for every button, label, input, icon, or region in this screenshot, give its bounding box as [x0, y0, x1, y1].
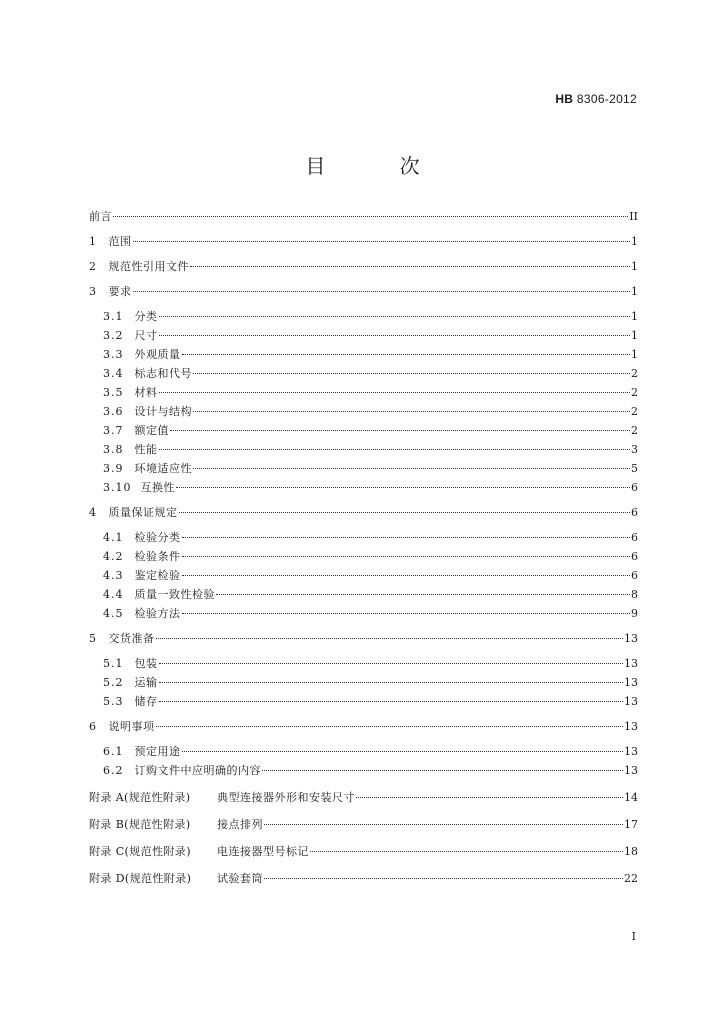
- toc-label: 接点排列: [217, 818, 263, 831]
- toc-appendix-tag: 附录 D(规范性附录): [89, 872, 192, 885]
- toc-label: 包装: [134, 657, 158, 670]
- dot-leader: [310, 851, 623, 852]
- dot-leader: [159, 316, 631, 317]
- toc-page: 17: [624, 818, 638, 831]
- toc-entry-3-1[interactable]: [89, 307, 638, 326]
- toc-page: 8: [631, 588, 638, 601]
- toc-number: 3.10: [103, 481, 132, 494]
- toc-page: 1: [631, 235, 638, 248]
- toc-page: 2: [631, 424, 638, 437]
- toc-page: 1: [631, 260, 638, 273]
- toc-page: 13: [624, 632, 638, 645]
- toc-entry-5-3[interactable]: [89, 692, 638, 711]
- toc-label: 说明事项: [108, 720, 155, 733]
- toc-number: 5.1: [103, 657, 124, 670]
- dot-leader: [156, 726, 624, 727]
- toc-number: 3.2: [103, 329, 124, 342]
- dot-leader: [193, 373, 630, 374]
- toc-entry-6-1[interactable]: [89, 742, 638, 761]
- toc-label: 环境适应性: [134, 462, 192, 475]
- dot-leader: [356, 797, 623, 798]
- dot-leader: [262, 770, 623, 771]
- dot-leader: [264, 824, 623, 825]
- toc-entry-4-2[interactable]: [89, 547, 638, 566]
- toc-label: 范围: [108, 235, 132, 248]
- toc-number: 3: [89, 285, 97, 298]
- toc-label: 标志和代号: [134, 367, 192, 380]
- toc-entry-3-3[interactable]: [89, 345, 638, 364]
- toc-label: 要求: [108, 285, 132, 298]
- toc-page: 13: [624, 720, 638, 733]
- toc-entry-4-1[interactable]: [89, 528, 638, 547]
- toc-label: 储存: [134, 695, 158, 708]
- toc-label: 性能: [134, 443, 158, 456]
- toc-number: 4.4: [103, 588, 124, 601]
- toc-number: 3.4: [103, 367, 124, 380]
- toc-label: 额定值: [134, 424, 169, 437]
- page-title: 目 次: [305, 154, 454, 178]
- toc-entry-appendix-a[interactable]: [89, 788, 638, 807]
- dot-leader: [182, 751, 624, 752]
- toc-label: 试验套筒: [217, 872, 263, 885]
- toc-entry-3-4[interactable]: [89, 364, 638, 383]
- toc-page: 18: [624, 845, 638, 858]
- toc-number: 5.3: [103, 695, 124, 708]
- toc-number: 4.5: [103, 607, 124, 620]
- dot-leader: [179, 512, 631, 513]
- toc-entry-3-8[interactable]: [89, 440, 638, 459]
- toc-label: 前言: [89, 210, 112, 223]
- toc-entry-4-3[interactable]: [89, 566, 638, 585]
- toc-number: 6.2: [103, 764, 124, 777]
- toc-entry-5-1[interactable]: [89, 654, 638, 673]
- toc-entry-5-2[interactable]: [89, 673, 638, 692]
- toc-entry-4[interactable]: [89, 503, 638, 522]
- toc-entry-3-5[interactable]: [89, 383, 638, 402]
- toc-page: 9: [631, 607, 638, 620]
- toc-number: 5.2: [103, 676, 124, 689]
- toc-label: 规范性引用文件: [108, 260, 189, 273]
- toc-label: 电连接器型号标记: [217, 845, 309, 858]
- dot-leader: [193, 411, 630, 412]
- toc-page: 6: [631, 481, 638, 494]
- toc-page: 2: [631, 367, 638, 380]
- dot-leader: [182, 556, 631, 557]
- dot-leader: [264, 878, 623, 879]
- toc-entry-appendix-d[interactable]: [89, 869, 638, 888]
- dot-leader: [182, 354, 631, 355]
- dot-leader: [182, 537, 631, 538]
- toc-entry-3-7[interactable]: [89, 421, 638, 440]
- toc-number: 3.1: [103, 310, 124, 323]
- toc-number: 4.1: [103, 531, 124, 544]
- toc-number: 6.1: [103, 745, 124, 758]
- toc-entry-foreword[interactable]: [89, 207, 638, 226]
- toc-entry-appendix-c[interactable]: [89, 842, 638, 861]
- toc-page: 13: [624, 695, 638, 708]
- toc-label: 鉴定检验: [134, 569, 181, 582]
- toc-page: 1: [631, 329, 638, 342]
- toc-appendix-tag: 附录 B(规范性附录): [89, 818, 191, 831]
- page-folio: I: [631, 930, 636, 943]
- toc-appendix-tag: 附录 C(规范性附录): [89, 845, 191, 858]
- toc-page: 1: [631, 310, 638, 323]
- dot-leader: [182, 613, 631, 614]
- toc-entry-6-2[interactable]: [89, 761, 638, 780]
- dot-leader: [216, 594, 630, 595]
- dot-leader: [159, 663, 624, 664]
- toc-page: 1: [631, 285, 638, 298]
- toc-appendix-tag: 附录 A(规范性附录): [89, 791, 191, 804]
- toc-number: 4.3: [103, 569, 124, 582]
- toc-page: 2: [631, 386, 638, 399]
- toc-page: 6: [631, 550, 638, 563]
- toc-entry-appendix-b[interactable]: [89, 815, 638, 834]
- toc-label: 运输: [134, 676, 158, 689]
- toc-page: 13: [624, 745, 638, 758]
- standard-number: 8306-2012: [576, 92, 637, 106]
- toc-label: 尺寸: [134, 329, 158, 342]
- dot-leader: [113, 216, 628, 217]
- toc-entry-3-2[interactable]: [89, 326, 638, 345]
- toc-number: 1: [89, 235, 97, 248]
- toc-number: 4: [89, 506, 97, 519]
- toc-page: 13: [624, 657, 638, 670]
- toc-page: 13: [624, 764, 638, 777]
- toc-label: 设计与结构: [134, 405, 192, 418]
- toc-page: 6: [631, 531, 638, 544]
- toc-page: 2: [631, 405, 638, 418]
- toc-page: 13: [624, 676, 638, 689]
- toc-label: 订购文件中应明确的内容: [134, 764, 261, 777]
- toc-number: 3.8: [103, 443, 124, 456]
- dot-leader: [156, 638, 624, 639]
- toc-number: 2: [89, 260, 97, 273]
- toc-label: 预定用途: [134, 745, 181, 758]
- dot-leader: [159, 335, 631, 336]
- toc-label: 外观质量: [134, 348, 181, 361]
- toc-label: 互换性: [140, 481, 175, 494]
- dot-leader: [159, 449, 631, 450]
- toc-entry-4-4[interactable]: [89, 585, 638, 604]
- toc-page: II: [629, 210, 638, 223]
- toc-page: 6: [631, 569, 638, 582]
- toc-number: 3.9: [103, 462, 124, 475]
- table-of-contents: [89, 207, 638, 888]
- toc-page: 6: [631, 506, 638, 519]
- dot-leader: [159, 392, 631, 393]
- toc-page: 3: [631, 443, 638, 456]
- toc-label: 材料: [134, 386, 158, 399]
- toc-label: 分类: [134, 310, 158, 323]
- toc-number: 3.5: [103, 386, 124, 399]
- toc-label: 检验分类: [134, 531, 181, 544]
- standard-code: [555, 92, 637, 106]
- toc-page: 14: [624, 791, 638, 804]
- toc-number: 3.7: [103, 424, 124, 437]
- dot-leader: [159, 682, 624, 683]
- toc-label: 质量保证规定: [108, 506, 178, 519]
- toc-page: 5: [631, 462, 638, 475]
- toc-page: 22: [624, 872, 638, 885]
- toc-number: 5: [89, 632, 97, 645]
- toc-entry-2[interactable]: [89, 257, 638, 276]
- toc-page: 1: [631, 348, 638, 361]
- toc-entry-3[interactable]: [89, 282, 638, 301]
- toc-label: 典型连接器外形和安装尺寸: [217, 791, 355, 804]
- toc-number: 3.3: [103, 348, 124, 361]
- toc-entry-4-5[interactable]: [89, 604, 638, 623]
- toc-entry-3-9[interactable]: [89, 459, 638, 478]
- toc-label: 交货准备: [108, 632, 155, 645]
- standard-prefix: HB: [555, 92, 574, 106]
- dot-leader: [133, 241, 631, 242]
- dot-leader: [190, 266, 630, 267]
- dot-leader: [193, 468, 630, 469]
- dot-leader: [176, 487, 630, 488]
- toc-label: 检验条件: [134, 550, 181, 563]
- toc-entry-5[interactable]: [89, 629, 638, 648]
- toc-number: 3.6: [103, 405, 124, 418]
- toc-label: 质量一致性检验: [134, 588, 215, 601]
- toc-entry-1[interactable]: [89, 232, 638, 251]
- toc-label: 检验方法: [134, 607, 181, 620]
- toc-entry-3-10[interactable]: [89, 478, 638, 497]
- toc-entry-6[interactable]: [89, 717, 638, 736]
- dot-leader: [133, 291, 631, 292]
- toc-number: 4.2: [103, 550, 124, 563]
- dot-leader: [170, 430, 630, 431]
- toc-entry-3-6[interactable]: [89, 402, 638, 421]
- dot-leader: [182, 575, 631, 576]
- dot-leader: [159, 701, 624, 702]
- toc-number: 6: [89, 720, 97, 733]
